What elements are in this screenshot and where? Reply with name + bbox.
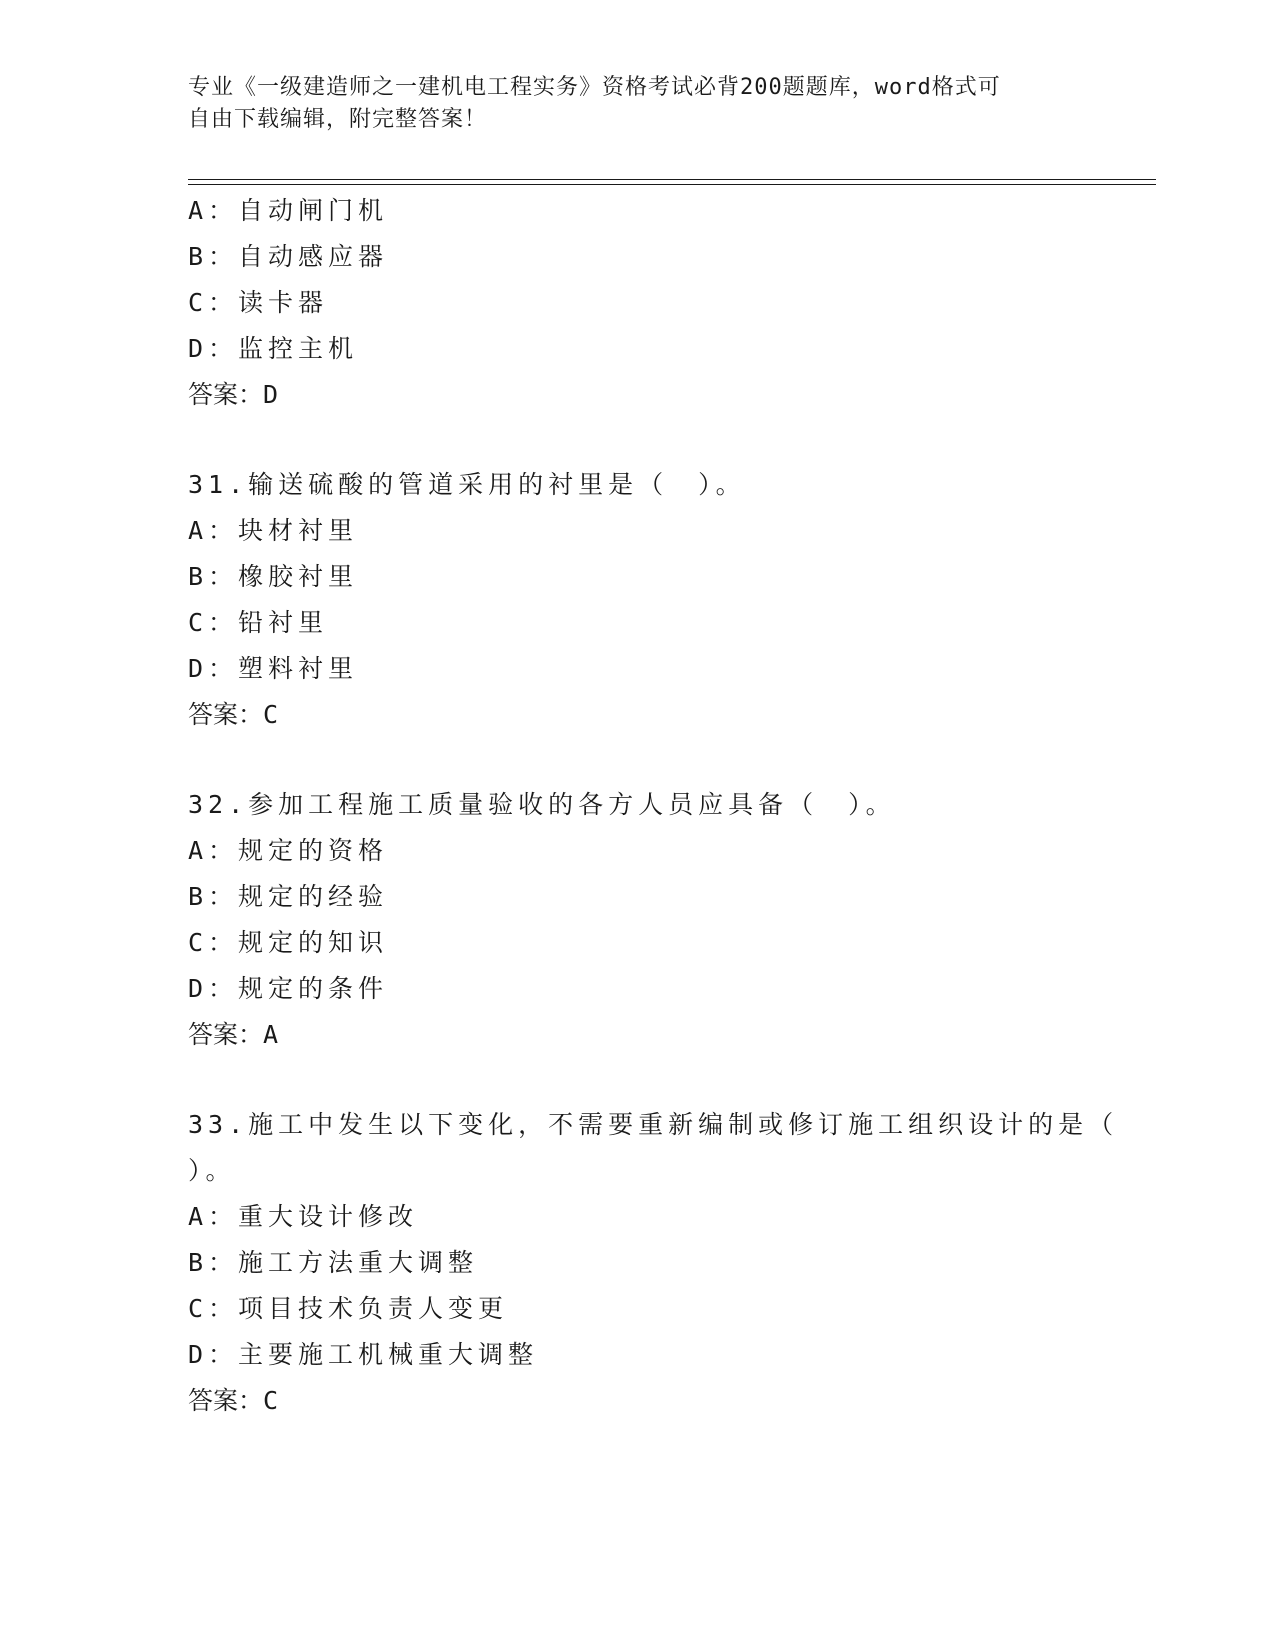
option-c: C：读卡器: [188, 288, 329, 317]
option-b: B：施工方法重大调整: [188, 1248, 479, 1277]
question-text-line-1: 33.施工中发生以下变化，不需要重新编制或修订施工组织设计的是（: [188, 1110, 1119, 1139]
question-text: 31.输送硫酸的管道采用的衬里是（ ）。: [188, 470, 746, 499]
option-a: A：块材衬里: [188, 516, 359, 545]
option-d: D：主要施工机械重大调整: [188, 1340, 539, 1369]
header-divider-top: [188, 179, 1156, 180]
document-header: [188, 72, 1068, 136]
option-d: D：监控主机: [188, 334, 359, 363]
answer-value: C: [263, 700, 279, 729]
option-d: D：规定的条件: [188, 974, 389, 1003]
answer-label: 答案：: [188, 700, 264, 729]
answer-value: C: [263, 1386, 279, 1415]
option-c: C：铅衬里: [188, 608, 329, 637]
answer-value: A: [263, 1020, 279, 1049]
question-32-block: [188, 782, 1068, 1058]
header-line-1: 专业《一级建造师之一建机电工程实务》资格考试必背200题题库，word格式可: [188, 75, 1001, 100]
option-b: B：规定的经验: [188, 882, 389, 911]
answer-label: 答案：: [188, 1386, 264, 1415]
answer-value: D: [263, 380, 279, 409]
answer-line: [188, 692, 1068, 738]
question-list: [188, 188, 1119, 1424]
option-c: C：规定的知识: [188, 928, 389, 957]
header-divider-bottom: [188, 184, 1156, 185]
answer-label: 答案：: [188, 1020, 264, 1049]
option-d: D：塑料衬里: [188, 654, 359, 683]
question-31-block: [188, 462, 1068, 738]
header-line-2: 自由下载编辑，附完整答案！: [188, 107, 488, 132]
answer-line: [188, 1012, 1068, 1058]
question-30-block: [188, 188, 1068, 418]
option-b: B：橡胶衬里: [188, 562, 359, 591]
answer-label: 答案：: [188, 380, 264, 409]
option-c: C：项目技术负责人变更: [188, 1294, 509, 1323]
option-a: A：重大设计修改: [188, 1202, 419, 1231]
answer-line: [188, 372, 1068, 418]
option-a: A：规定的资格: [188, 836, 389, 865]
option-a: A：自动闸门机: [188, 196, 389, 225]
answer-line: [188, 1378, 1068, 1424]
question-33-block: [188, 1102, 1119, 1424]
question-text-line-2: ）。: [188, 1156, 236, 1185]
question-text: 32.参加工程施工质量验收的各方人员应具备（ ）。: [188, 790, 896, 819]
option-b: B：自动感应器: [188, 242, 389, 271]
